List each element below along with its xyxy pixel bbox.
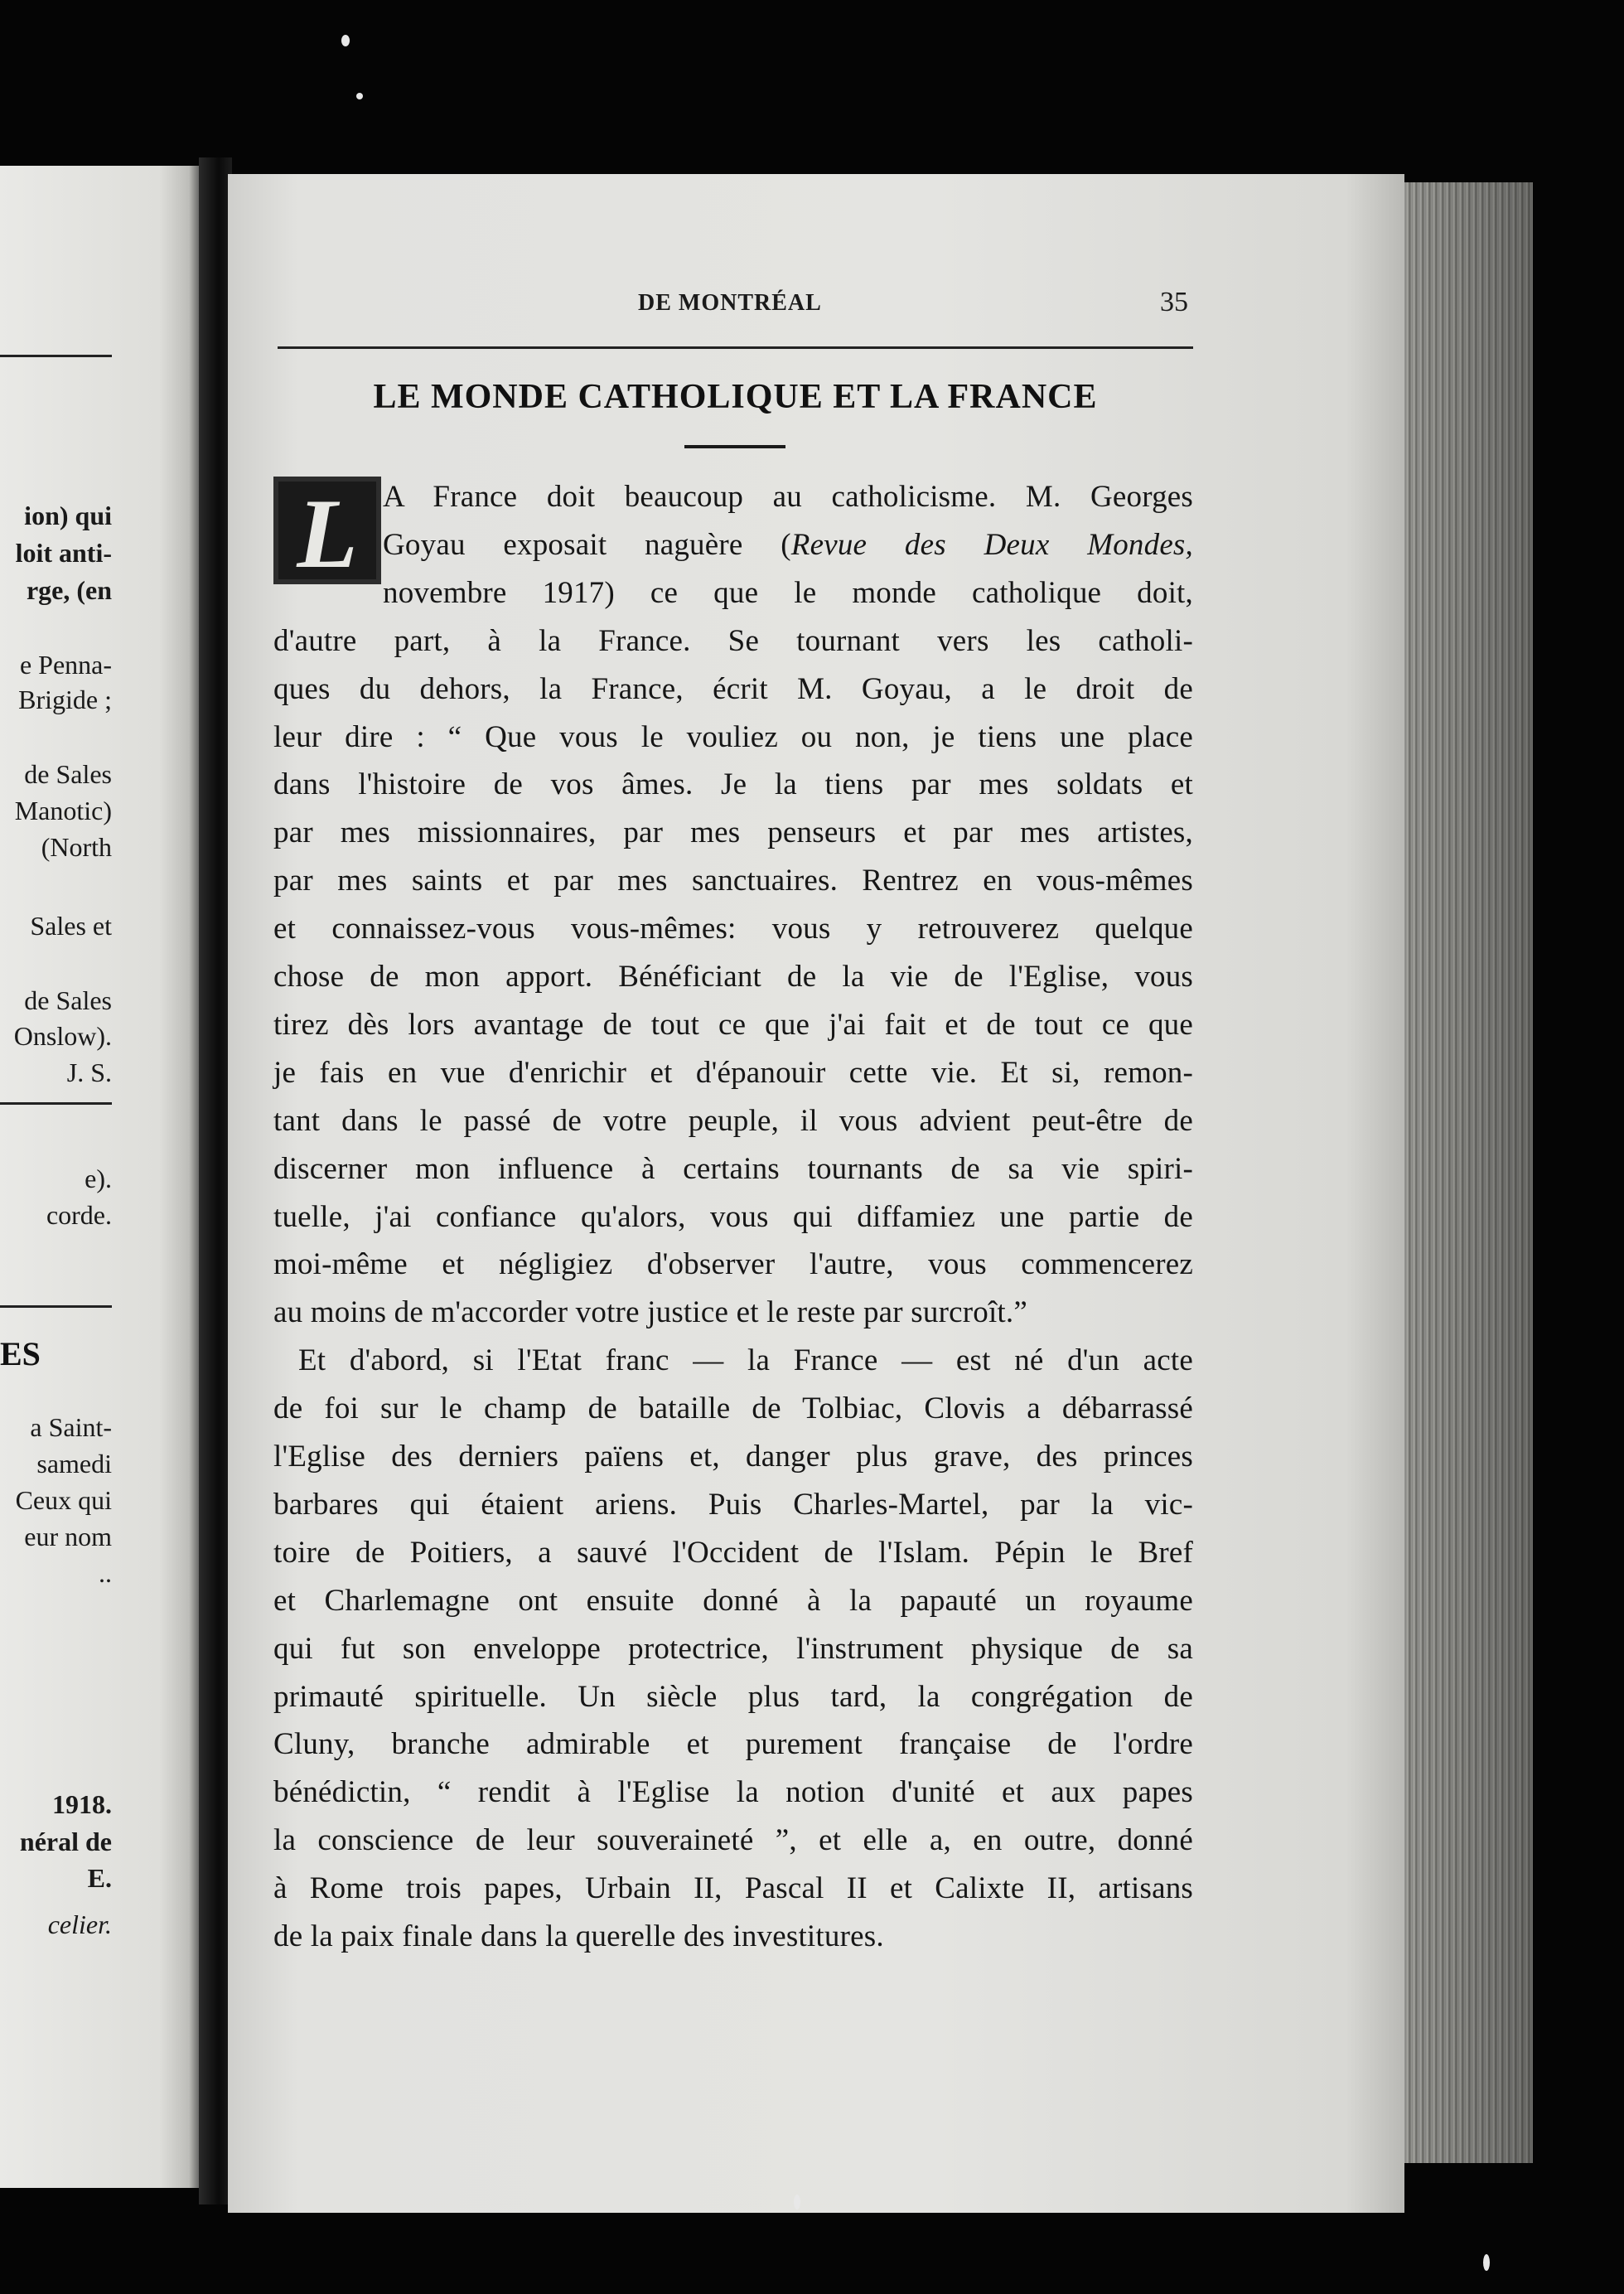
header-rule [278,346,1193,349]
running-head: DE MONTRÉAL [638,290,822,316]
left-page-text-fragment: E. [87,1863,112,1893]
dust-speck [1483,2254,1490,2271]
article-line: Cluny, branche admirable et purement française de l'ordre [273,1727,1193,1762]
left-page-rule [0,1305,112,1308]
article-line: je fais en vue d'enrichir et d'épanouir cette vie. Et si, remon- [273,1055,1193,1090]
left-page-text-fragment: Onslow). [13,1021,112,1051]
article-line: la conscience de leur souveraineté ”, et elle a, en outre, donné [273,1823,1193,1858]
left-page-text-fragment: loit anti- [15,538,112,568]
left-page-text-fragment: 1918. [52,1789,112,1819]
left-page-text-fragment: Manotic) [14,796,112,825]
dust-speck [794,2195,800,2209]
left-page-text-fragment: rge, (en [26,575,112,605]
left-page-text-fragment: e). [85,1164,112,1193]
article-line: par mes missionnaires, par mes penseurs et par mes artistes, [273,815,1193,850]
book-gutter [199,157,232,2204]
left-page-text-fragment: de Sales [24,759,112,789]
article-line: et connaissez-vous vous-mêmes: vous y retrouverez quelque [273,912,1193,946]
article-line: l'Eglise des derniers païens et, danger plus grave, des princes [273,1440,1193,1474]
article-line: leur dire : “ Que vous le vouliez ou non, je tiens une place [273,719,1193,754]
page-number: 35 [1160,287,1188,317]
dust-speck [341,35,350,46]
drop-cap [273,477,381,588]
article-line: moi-même et négligiez d'observer l'autre, vous commencerez [273,1247,1193,1282]
left-page-text-fragment: Ceux qui [15,1485,112,1515]
article-line: tirez dès lors avantage de tout ce que j'ai fait et de tout ce que [273,1007,1193,1042]
article-line: de la paix finale dans la querelle des investitures. [273,1919,884,1953]
left-page-rule [0,355,112,357]
left-page-text-fragment: Sales et [30,911,112,941]
title-rule [684,445,785,448]
article-line: bénédictin, “ rendit à l'Eglise la notion d'unité et aux papes [273,1775,1193,1810]
left-page-text-fragment: ion) qui [24,501,112,530]
article-line: primauté spirituelle. Un siècle plus tard, la congrégation de [273,1679,1193,1714]
left-page-text-fragment: néral de [19,1827,112,1856]
article-line: chose de mon apport. Bénéficiant de la vie de l'Eglise, vous [273,960,1193,994]
article-line: barbares qui étaient ariens. Puis Charles-Martel, par la vic- [273,1487,1193,1522]
article-line: Et d'abord, si l'Etat franc — la France — est né d'un acte [298,1343,1193,1378]
article-line: tant dans le passé de votre peuple, il vous advient peut-être de [273,1103,1193,1138]
article-line: et Charlemagne ont ensuite donné à la papauté un royaume [273,1583,1193,1618]
article-line: de foi sur le champ de bataille de Tolbiac, Clovis a débarrassé [273,1391,1193,1426]
article-title: LE MONDE CATHOLIQUE ET LA FRANCE [373,378,1098,416]
article-line: Goyau exposait naguère (Revue des Deux Mondes, [383,527,1193,562]
article-line: par mes saints et par mes sanctuaires. Rentrez en vous-mêmes [273,864,1193,898]
left-page-text-fragment: samedi [36,1449,112,1479]
article-line: au moins de m'accorder votre justice et le reste par surcroît.” [273,1295,1027,1330]
article-line: ques du dehors, la France, écrit M. Goyau, a le droit de [273,671,1193,706]
article-line: novembre 1917) ce que le monde catholique doit, [383,575,1193,610]
left-page-text-fragment: .. [99,1558,112,1588]
left-page-text-fragment: (North [41,832,112,862]
left-page-text-fragment: J. S. [66,1057,112,1087]
left-page-text-fragment: e Penna- [19,650,112,680]
article-line: discerner mon influence à certains tournants de sa vie spiri- [273,1151,1193,1186]
article-line: qui fut son enveloppe protectrice, l'instrument physique de sa [273,1631,1193,1666]
article-line: d'autre part, à la France. Se tournant vers les catholi- [273,623,1193,658]
article-line: A France doit beaucoup au catholicisme. M. Georges [383,480,1193,514]
left-page-text-fragment: corde. [46,1200,112,1230]
dust-speck [356,93,363,99]
left-page-text-fragment: eur nom [24,1522,112,1551]
left-page-text-fragment: de Sales [24,985,112,1015]
left-page-text-fragment: Brigide ; [18,685,112,714]
citation-italic: Revue des Deux Mondes, [790,527,1193,562]
article-line: tuelle, j'ai confiance qu'alors, vous qui diffamiez une partie de [273,1199,1193,1234]
article-line: toire de Poitiers, a sauvé l'Occident de l'Islam. Pépin le Bref [273,1535,1193,1570]
page-edges-shade [1392,182,1533,2163]
left-page-text-fragment: celier. [47,1909,112,1939]
left-page-rule [0,1102,112,1105]
article-line: dans l'histoire de vos âmes. Je la tiens par mes soldats et [273,767,1193,802]
article-line: à Rome trois papes, Urbain II, Pascal II et Calixte II, artisans [273,1871,1193,1906]
drop-cap-letter: L [297,478,358,588]
left-page-text-fragment: a Saint- [30,1412,112,1442]
left-section-title: ES [0,1335,41,1372]
